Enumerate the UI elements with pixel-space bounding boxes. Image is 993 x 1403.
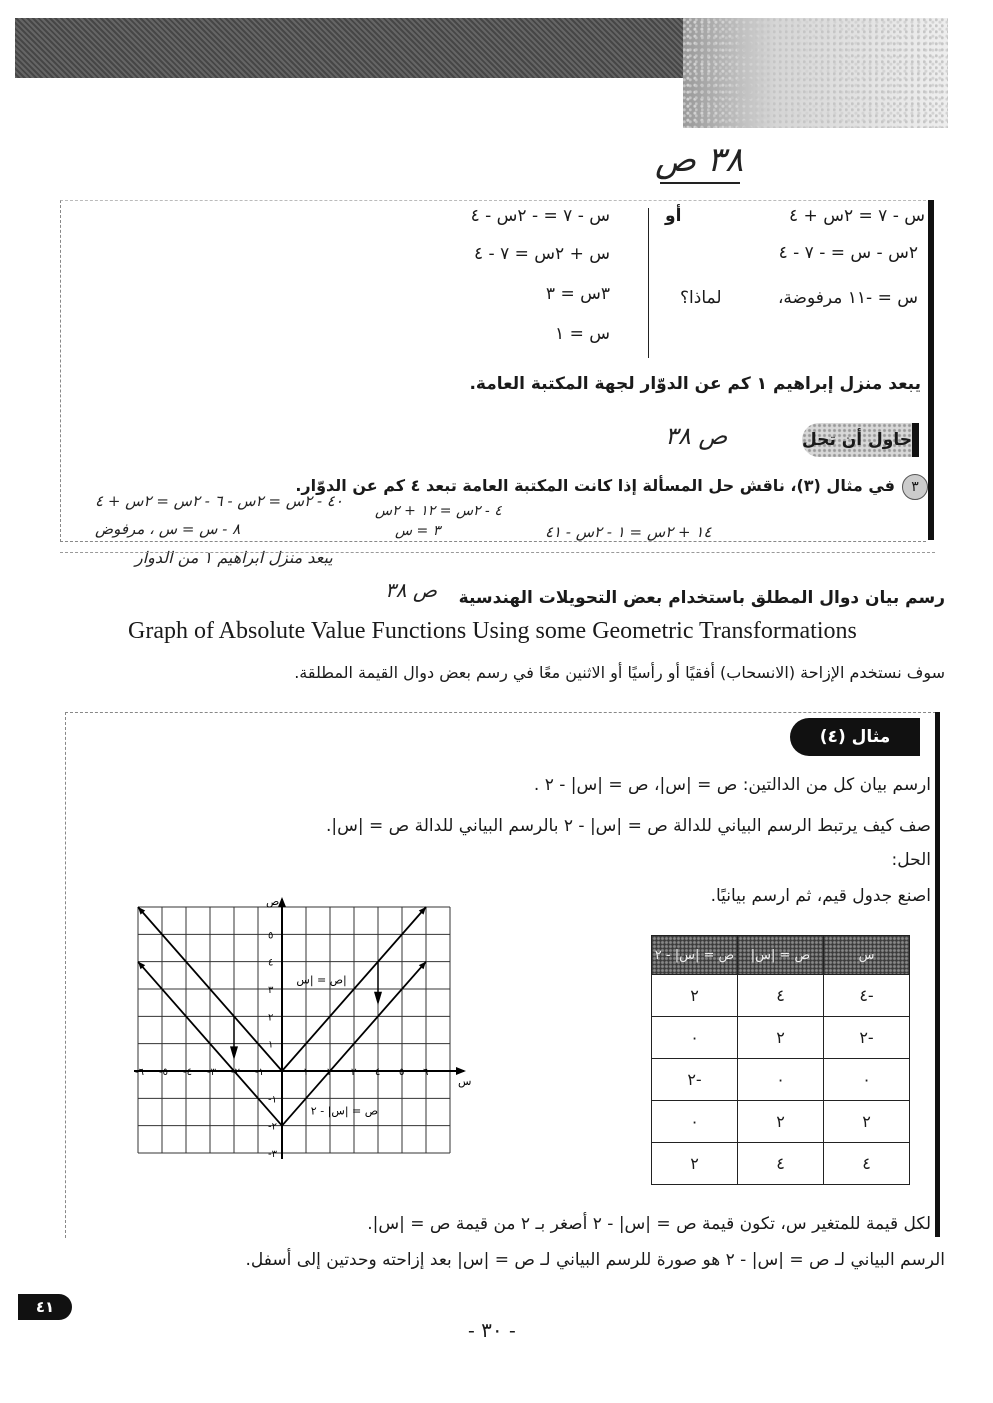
table-cell: ٠: [824, 1059, 910, 1101]
y-tick-label: -٣: [268, 1149, 277, 1160]
table-cell: ٤: [738, 975, 824, 1017]
solution-label: الحل:: [891, 850, 931, 870]
x-axis-arrow: [456, 1067, 466, 1075]
right-eq-3: س = -١١ مرفوضة،: [777, 288, 918, 308]
table-cell: ٤: [738, 1143, 824, 1185]
section-title-en: Graph of Absolute Value Functions Using some Geometric Transformations: [128, 618, 857, 644]
page-number: - ٣٠ -: [468, 1318, 516, 1342]
table-row: [652, 975, 910, 1017]
table-cell: ٢: [738, 1017, 824, 1059]
conclusion-line-1: لكل قيمة للمتغير س، تكون قيمة ص = |س| - ٢ أصغر بـ ٢ من قيمة ص = |س|.: [367, 1214, 931, 1234]
x-tick-label: -٦: [135, 1067, 144, 1078]
y-tick-label: ٥: [268, 930, 274, 942]
x-tick-label: ١: [303, 1067, 309, 1078]
solution-block-bar: [928, 200, 934, 540]
table-cell: ٢: [652, 975, 738, 1017]
try-label-bar: [912, 423, 919, 457]
shift-arrowhead: [230, 1046, 238, 1060]
table-cell: -٢: [824, 1017, 910, 1059]
section-intro: سوف نستخدم الإزاحة (الانسحاب) أفقيًا أو رأسيًا أو الاثنين معًا في رسم بعض دوال القيمة المطلقة.: [294, 663, 945, 682]
annotation-abs-x: ص = |س|: [296, 973, 347, 987]
handwritten-note-1b: ٤ - ٢س = ١٢ + ٢س: [375, 503, 502, 519]
try-text: في مثال (٣)، ناقش حل المسألة إذا كانت المكتبة العامة تبعد ٤ كم عن الدوّار.: [295, 476, 895, 495]
absolute-value-graph: [120, 895, 470, 1165]
values-table: [651, 935, 910, 1185]
x-tick-label: -٤: [183, 1067, 192, 1078]
handwritten-underline: [660, 182, 740, 184]
x-tick-label: ٥: [399, 1067, 405, 1078]
header-banner: [15, 18, 683, 78]
handwritten-note-3: ١٤ + ٢س = ١ - ٢س - ٤١: [545, 523, 712, 541]
table-header-row: [652, 936, 910, 975]
handwritten-page-ref-try: ص ٣٨: [665, 422, 728, 450]
y-tick-label: ٢: [268, 1012, 274, 1024]
table-row: [652, 1143, 910, 1185]
example-label: مثال (٤): [790, 718, 920, 756]
x-tick-label: ٢: [327, 1067, 333, 1078]
x-tick-label: ٣: [351, 1067, 357, 1078]
left-eq-4: س = ١: [555, 324, 610, 344]
left-eq-3: ٣س = ٣: [545, 284, 610, 304]
x-tick-label: -١: [255, 1067, 264, 1078]
handwritten-note-4: يبعد منزل ابراهيم ١ من الدوار: [135, 548, 333, 567]
grid-lines: [138, 907, 450, 1153]
example-line-2: صف كيف يرتبط الرسم البياني للدالة ص = |س| - ٢ بالرسم البياني للدالة ص = |س|.: [326, 816, 931, 836]
dotted-separator: [60, 552, 935, 553]
table-cell: -٤: [824, 975, 910, 1017]
or-label: أو: [665, 206, 682, 226]
x-tick-label: ٦: [423, 1067, 429, 1078]
conclusion-text: يبعد منزل إبراهيم ١ كم عن الدوّار لجهة المكتبة العامة.: [469, 374, 921, 394]
handwritten-note-2b: ٣ = س: [395, 523, 441, 539]
x-axis-label: س: [458, 1075, 472, 1088]
left-eq-1: س - ٧ = - ٢س - ٤: [470, 206, 610, 226]
table-cell: ٠: [652, 1017, 738, 1059]
table-cell: ٠: [738, 1059, 824, 1101]
page-badge: ٤١: [18, 1294, 72, 1320]
right-why: لماذا؟: [680, 288, 722, 308]
y-tick-label: -٢: [268, 1121, 277, 1133]
section-title-ar: رسم بيان دوال المطلق باستخدام بعض التحويلات الهندسية: [458, 588, 945, 608]
table-row: [652, 1017, 910, 1059]
table-cell: -٢: [652, 1059, 738, 1101]
y-tick-label: ٤: [268, 957, 274, 969]
left-eq-2: س + ٢س = ٧ - ٤: [474, 244, 610, 264]
example-line-1: ارسم بيان كل من الدالتين: ص = |س|، ص = |س| - ٢ .: [533, 775, 931, 795]
handwritten-note-1: ٤٠ - ٢س = ٢س - ٦ - ٢س = ٢س + ٤: [95, 492, 343, 510]
table-row: [652, 1101, 910, 1143]
table-cell: ٠: [652, 1101, 738, 1143]
x-tick-label: -٢: [231, 1067, 240, 1078]
y-axis-label: ص: [266, 895, 280, 908]
handwritten-page-ref-top: ٣٨ ص: [655, 140, 744, 180]
solution-divider: [648, 208, 649, 358]
y-tick-label: ١: [268, 1039, 274, 1051]
handwritten-page-ref-section: ص ٣٨: [385, 578, 438, 602]
example-instruction: اصنع جدول قيم، ثم ارسم بيانيًا.: [710, 886, 931, 906]
right-eq-2: ٢س - س = - ٧ - ٤: [778, 243, 918, 263]
shift-arrowhead: [374, 992, 382, 1006]
try-number-circle: [902, 474, 928, 500]
table-header: ص = |س|: [738, 936, 824, 975]
x-tick-label: -٥: [159, 1067, 168, 1078]
conclusion-line-2: الرسم البياني لـ ص = |س| - ٢ هو صورة للرسم البياني لـ ص = |س| بعد إزاحته وحدتين إلى أسفل.: [245, 1250, 945, 1270]
annotation-abs-x-minus-2: ص = |س| - ٢: [310, 1104, 379, 1118]
x-tick-label: -٣: [207, 1067, 216, 1078]
y-tick-label: -١: [268, 1094, 277, 1106]
handwritten-note-2: ٨ - س = س ، مرفوض: [95, 520, 241, 538]
y-tick-label: ٣: [268, 985, 274, 996]
table-row: [652, 1059, 910, 1101]
header-banner-fade: [683, 18, 948, 128]
try-label: حاول أن تحل: [802, 423, 912, 457]
table-cell: ٢: [824, 1101, 910, 1143]
table-header: س: [824, 936, 910, 975]
table-cell: ٢: [738, 1101, 824, 1143]
right-eq-1: س - ٧ = ٢س + ٤: [789, 206, 925, 226]
try-number: ٣: [911, 479, 919, 495]
table-cell: ٤: [824, 1143, 910, 1185]
table-cell: ٢: [652, 1143, 738, 1185]
table-header: ص = |س| - ٢: [652, 936, 738, 975]
x-tick-label: ٤: [375, 1067, 381, 1078]
example-block-bar: [935, 712, 940, 1237]
